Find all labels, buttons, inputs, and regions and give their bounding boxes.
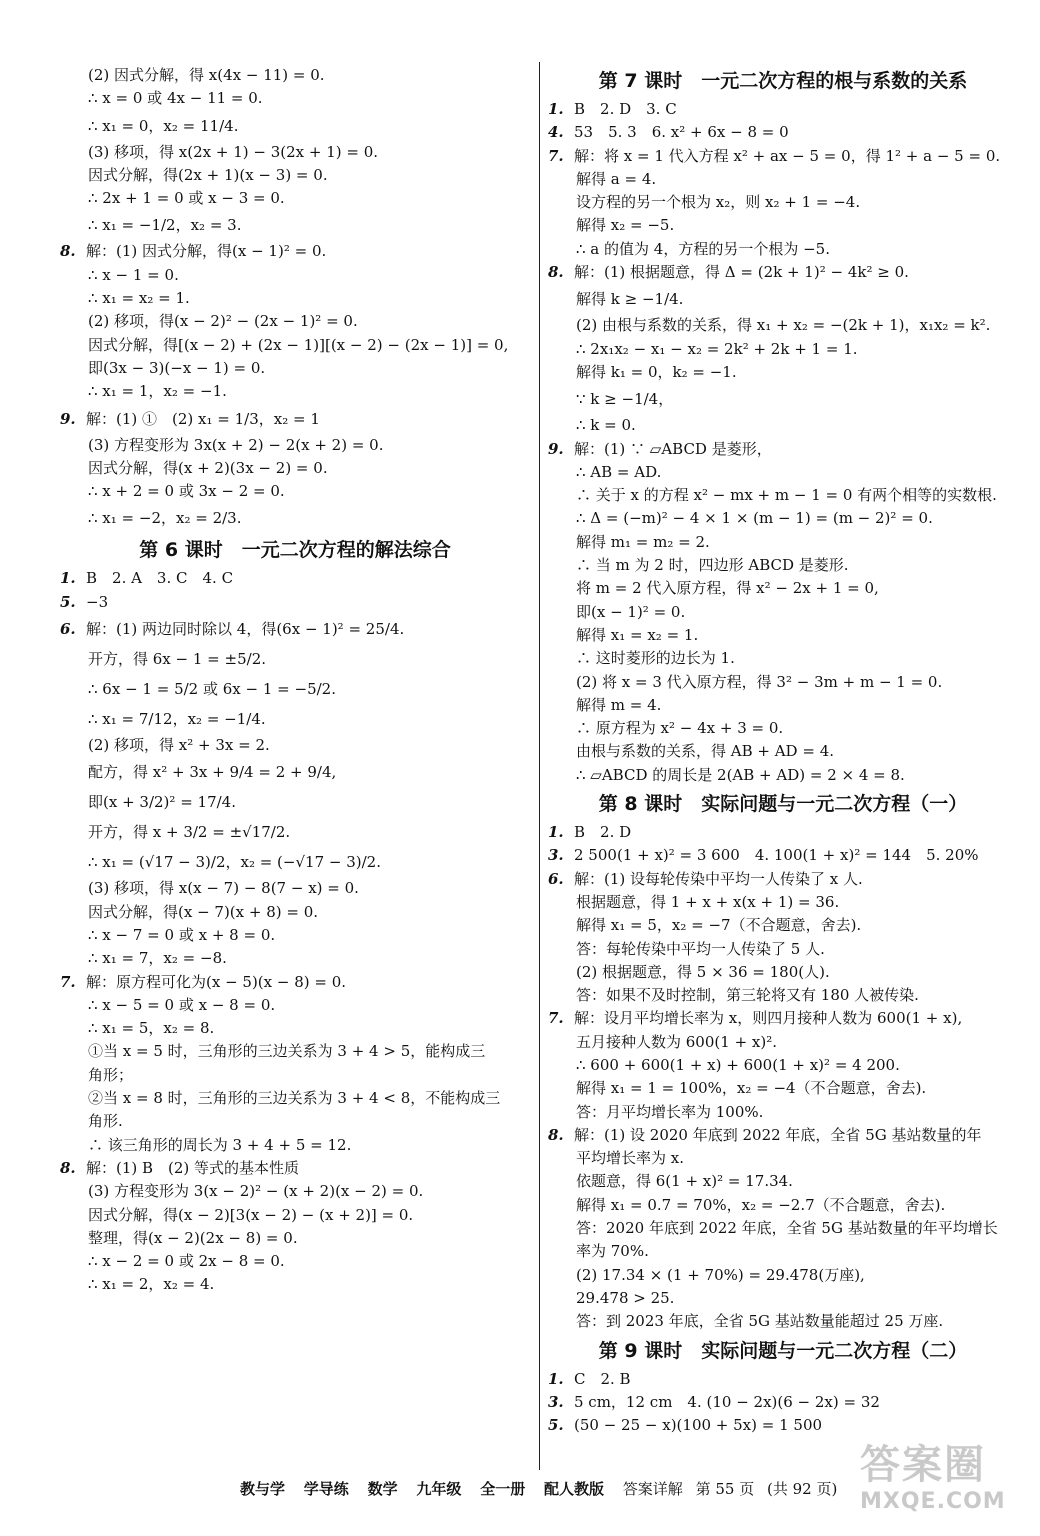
answer-text: (50 − 25 − x)(100 + 5x) = 1 500	[574, 1416, 823, 1435]
answer-text: 五月接种人数为 600(1 + x)².	[576, 1032, 777, 1051]
answer-text: ∴ x₁ = −1/2，x₂ = 3.	[88, 216, 242, 235]
footer-series: 学导练	[303, 1480, 349, 1498]
left-answer-line	[60, 310, 530, 333]
answer-text: ∴ 当 m 为 2 时，四边形 ABCD 是菱形.	[576, 556, 849, 575]
left-answer-line	[60, 817, 530, 847]
answer-text: ①当 x = 5 时，三角形的三边关系为 3 + 4 > 5，能构成三	[88, 1042, 486, 1061]
right-answer-line	[548, 1368, 1018, 1391]
section-heading: 第 6 课时 一元二次方程的解法综合	[139, 539, 451, 562]
answer-text: 配方，得 x² + 3x + 9/4 = 2 + 9/4,	[88, 763, 337, 782]
right-answer-line	[548, 914, 1018, 937]
left-answer-line	[60, 141, 530, 164]
answer-text: ∴ ▱ABCD 的周长是 2(AB + AD) = 2 × 4 = 8.	[576, 765, 905, 784]
left-answer-line	[60, 847, 530, 877]
right-answer-line	[548, 961, 1018, 984]
right-answer-line	[548, 601, 1018, 624]
answer-text: 解：将 x = 1 代入方程 x² + ax − 5 = 0，得 1² + a − 5 = 0.	[574, 146, 1001, 165]
answer-text: B 2. D 3. C	[574, 100, 677, 118]
answer-text: 5 cm，12 cm 4. (10 − 2x)(6 − 2x) = 32	[574, 1392, 880, 1411]
answer-text: ∴ x − 2 = 0 或 2x − 8 = 0.	[88, 1252, 285, 1271]
question-number: 6.	[548, 869, 564, 888]
question-number: 1.	[548, 1369, 564, 1388]
left-answer-line	[60, 734, 530, 757]
answer-text: 解：(1) 因式分解，得(x − 1)² = 0.	[86, 242, 327, 261]
answer-text: 解：(1) ∵ ▱ABCD 是菱形，	[574, 439, 772, 458]
answer-text: ∵ k ≥ −1/4，	[576, 390, 674, 409]
right-answer-line	[548, 868, 1018, 891]
right-answer-line	[548, 338, 1018, 361]
answer-text: 解：(1) 两边同时除以 4，得(6x − 1)² = 25/4.	[86, 620, 405, 639]
section-heading: 第 8 课时 实际问题与一元二次方程（一）	[598, 793, 968, 816]
answer-text: (2) 根据题意，得 5 × 36 = 180(人).	[576, 962, 830, 981]
right-answer-line	[548, 624, 1018, 647]
right-answer-line	[548, 1194, 1018, 1217]
answer-text: ∴ x − 7 = 0 或 x + 8 = 0.	[88, 925, 276, 944]
answer-text: ∴ 原方程为 x² − 4x + 3 = 0.	[576, 719, 784, 738]
answer-text: 解得 x₁ = x₂ = 1.	[576, 625, 699, 644]
answer-text: 开方，得 6x − 1 = ±5/2.	[88, 650, 267, 669]
footer-page-number: 第 55 页	[695, 1480, 755, 1498]
left-answer-line	[60, 64, 530, 87]
answer-text: ∴ k = 0.	[576, 416, 636, 435]
left-answer-line	[60, 1157, 530, 1180]
right-answer-line	[548, 844, 1018, 867]
footer-volume: 全一册	[480, 1480, 526, 1498]
right-answer-line	[548, 1391, 1018, 1414]
left-answer-line	[60, 994, 530, 1017]
answer-text: 整理，得(x − 2)(2x − 8) = 0.	[88, 1228, 298, 1247]
left-answer-line	[60, 1250, 530, 1273]
answer-text: (2) 17.34 × (1 + 70%) = 29.478(万座),	[576, 1265, 865, 1284]
right-answer-line	[548, 507, 1018, 530]
answer-text: ∴ x₁ = 1，x₂ = −1.	[88, 382, 227, 401]
right-answer-line	[548, 1170, 1018, 1193]
left-answer-line	[60, 164, 530, 187]
answer-text: 53 5. 3 6. x² + 6x − 8 = 0	[574, 123, 789, 142]
footer-edition: 配人教版	[543, 1480, 604, 1498]
answer-text: 因式分解，得(x + 2)(3x − 2) = 0.	[88, 458, 328, 477]
answer-text: ∴ a 的值为 4，方程的另一个根为 −5.	[576, 239, 830, 258]
right-answer-line	[548, 984, 1018, 1007]
right-answer-line	[548, 647, 1018, 670]
left-answer-line	[60, 567, 530, 590]
left-answer-line	[60, 787, 530, 817]
answer-text: 即(3x − 3)(−x − 1) = 0.	[88, 358, 266, 377]
answer-text: B 2. A 3. C 4. C	[86, 569, 234, 588]
left-answer-line	[60, 971, 530, 994]
right-answer-line	[548, 531, 1018, 554]
answer-text: 解：(1) ① (2) x₁ = 1/3，x₂ = 1	[86, 409, 320, 428]
answer-text: ∴ x₁ = −2，x₂ = 2/3.	[88, 509, 242, 528]
right-answer-line	[548, 1054, 1018, 1077]
answer-text: ∴ x₁ = 2，x₂ = 4.	[88, 1275, 215, 1294]
left-answer-line	[60, 757, 530, 787]
left-answer-line	[60, 480, 530, 503]
right-answer-line	[548, 1147, 1018, 1170]
answer-text: 29.478 > 25.	[576, 1288, 675, 1307]
answer-text: 解：原方程可化为(x − 5)(x − 8) = 0.	[86, 972, 347, 991]
right-answer-line	[548, 145, 1018, 168]
left-answer-line	[60, 1180, 530, 1203]
answer-text: 解得 x₂ = −5.	[576, 216, 675, 235]
left-answer-line	[60, 380, 530, 403]
right-answer-line	[548, 1264, 1018, 1287]
right-answer-line	[548, 361, 1018, 384]
right-answer-line	[548, 314, 1018, 337]
question-number: 9.	[548, 439, 564, 458]
right-answer-line	[548, 1310, 1018, 1333]
right-answer-line	[548, 764, 1018, 787]
answer-text: 因式分解，得[(x − 2) + (2x − 1)][(x − 2) − (2x − 1)] = 0,	[88, 335, 509, 354]
right-answer-line	[548, 938, 1018, 961]
answer-text: ∴ Δ = (−m)² − 4 × 1 × (m − 1) = (m − 2)² = 0.	[576, 509, 933, 528]
left-answer-line	[60, 111, 530, 141]
question-number: 8.	[548, 1125, 564, 1144]
left-answer-line	[60, 674, 530, 704]
question-number: 7.	[60, 972, 76, 991]
answer-text: 角形；	[88, 1065, 134, 1084]
left-answer-line	[60, 947, 530, 970]
answer-text: 答：2020 年底到 2022 年底，全省 5G 基站数量的年平均增长	[576, 1219, 998, 1238]
right-answer-line	[548, 1101, 1018, 1124]
answer-text: ∴ x₁ = 7/12，x₂ = −1/4.	[88, 710, 266, 729]
watermark-logo	[860, 1440, 1010, 1530]
answer-text: ∴ x − 1 = 0.	[88, 265, 179, 284]
answer-text: ∴ x₁ = 7，x₂ = −8.	[88, 949, 227, 968]
answer-text: 依题意，得 6(1 + x)² = 17.34.	[576, 1172, 793, 1191]
right-answer-line	[548, 1031, 1018, 1054]
left-answer-line	[60, 1204, 530, 1227]
right-answer-line	[548, 484, 1018, 507]
answer-text: 解：(1) 设 2020 年底到 2022 年底，全省 5G 基站数量的年	[574, 1125, 982, 1144]
right-answer-line	[548, 168, 1018, 191]
answer-text: 解：(1) B (2) 等式的基本性质	[86, 1158, 300, 1177]
answer-text: (3) 方程变形为 3(x − 2)² − (x + 2)(x − 2) = 0.	[88, 1182, 424, 1201]
left-answer-line	[60, 87, 530, 110]
answer-text: ∴ 关于 x 的方程 x² − mx + m − 1 = 0 有两个相等的实数根.	[576, 486, 997, 505]
answer-text: 解得 a = 4.	[576, 169, 657, 188]
question-number: 1.	[60, 569, 76, 588]
left-answer-line	[60, 1227, 530, 1250]
left-answer-line	[60, 644, 530, 674]
left-answer-line	[60, 1087, 530, 1110]
left-answer-line	[60, 901, 530, 924]
answer-text: (2) 因式分解，得 x(4x − 11) = 0.	[88, 66, 325, 84]
answer-text: 解：(1) 根据题意，得 Δ = (2k + 1)² − 4k² ≥ 0.	[574, 263, 909, 282]
answer-text: ∴ x + 2 = 0 或 3x − 2 = 0.	[88, 482, 285, 501]
left-answer-line	[60, 210, 530, 240]
answer-text: 解得 x₁ = 1 = 100%，x₂ = −4（不合题意，舍去).	[576, 1079, 927, 1098]
left-answer-line	[60, 704, 530, 734]
footer-grade: 九年级	[416, 1480, 462, 1498]
answer-text: 解得 m₁ = m₂ = 2.	[576, 532, 710, 551]
left-answer-line	[60, 287, 530, 310]
answer-text: 因式分解，得(x − 7)(x + 8) = 0.	[88, 902, 319, 921]
question-number: 3.	[548, 1392, 564, 1411]
right-answer-line	[548, 577, 1018, 600]
right-answer-line	[548, 98, 1018, 121]
left-answer-line	[60, 434, 530, 457]
right-answer-line	[548, 717, 1018, 740]
footer-page-total: (共 92 页)	[766, 1480, 838, 1498]
answer-text: (2) 由根与系数的关系，得 x₁ + x₂ = −(2k + 1)，x₁x₂ = k².	[576, 316, 991, 335]
answer-text: 率为 70%.	[576, 1242, 649, 1261]
right-answer-line	[548, 1287, 1018, 1310]
footer-subject: 数学	[367, 1480, 398, 1498]
answer-text: ∴ 该三角形的周长为 3 + 4 + 5 = 12.	[88, 1135, 352, 1154]
left-answer-line	[60, 334, 530, 357]
answer-text: 设方程的另一个根为 x₂，则 x₂ + 1 = −4.	[576, 193, 861, 212]
right-answer-line	[548, 1414, 1018, 1437]
question-number: 1.	[548, 823, 564, 842]
answer-text: C 2. B	[574, 1369, 631, 1388]
right-answer-line	[548, 191, 1018, 214]
answer-text: ∴ x₁ = (√17 − 3)/2，x₂ = (−√17 − 3)/2.	[88, 853, 381, 872]
answer-text: ∴ x₁ = x₂ = 1.	[88, 289, 190, 308]
right-answer-line	[548, 261, 1018, 284]
answer-text: ②当 x = 8 时，三角形的三边关系为 3 + 4 < 8，不能构成三	[88, 1089, 501, 1108]
right-answer-line	[548, 554, 1018, 577]
answer-text: ∴ 这时菱形的边长为 1.	[576, 649, 735, 668]
answer-text: 答：每轮传染中平均一人传染了 5 人.	[576, 939, 825, 958]
answer-text: ∴ 2x₁x₂ − x₁ − x₂ = 2k² + 2k + 1 = 1.	[576, 339, 858, 358]
section-heading: 第 9 课时 实际问题与一元二次方程（二）	[598, 1339, 968, 1362]
question-number: 7.	[548, 146, 564, 165]
answer-text: ∴ AB = AD.	[576, 462, 662, 481]
right-answer-line	[548, 238, 1018, 261]
question-number: 5.	[60, 592, 76, 611]
left-answer-line	[60, 1134, 530, 1157]
question-number: 5.	[548, 1416, 564, 1435]
right-answer-line	[548, 891, 1018, 914]
watermark-cn: 答案圈	[860, 1442, 986, 1488]
left-answer-line	[60, 1110, 530, 1133]
answer-text: 解得 x₁ = 5，x₂ = −7（不合题意，舍去).	[576, 916, 862, 935]
right-answer-line	[548, 1007, 1018, 1030]
answer-text: (3) 移项，得 x(x − 7) − 8(7 − x) = 0.	[88, 879, 359, 898]
answer-text: 开方，得 x + 3/2 = ±√17/2.	[88, 823, 291, 842]
answer-text: 答：如果不及时控制，第三轮将又有 180 人被传染.	[576, 986, 919, 1005]
answer-text: ∴ 6x − 1 = 5/2 或 6x − 1 = −5/2.	[88, 680, 336, 699]
left-answer-line	[60, 877, 530, 900]
footer-section: 答案详解	[622, 1480, 683, 1498]
answer-text: 2 500(1 + x)² = 3 600 4. 100(1 + x)² = 144 5. 20%	[574, 846, 979, 865]
answer-text: 平均增长率为 x.	[576, 1149, 684, 1168]
footer-book-title: 教与学	[240, 1480, 286, 1498]
answer-text: 解：(1) 设每轮传染中平均一人传染了 x 人.	[574, 869, 863, 888]
left-answer-line	[60, 264, 530, 287]
answer-text: 即(x + 3/2)² = 17/4.	[88, 793, 236, 812]
answer-text: 由根与系数的关系，得 AB + AD = 4.	[576, 742, 835, 761]
answer-text: (3) 移项，得 x(2x + 1) − 3(2x + 1) = 0.	[88, 142, 379, 161]
answer-text: ∴ x₁ = 0，x₂ = 11/4.	[88, 116, 239, 135]
right-answer-line	[548, 284, 1018, 314]
left-answer-line	[60, 357, 530, 380]
right-answer-line	[548, 1124, 1018, 1147]
question-number: 1.	[548, 100, 564, 118]
answer-text: 解得 k₁ = 0，k₂ = −1.	[576, 362, 737, 381]
left-answer-line	[60, 614, 530, 644]
right-answer-line	[548, 438, 1018, 461]
right-answer-line	[548, 414, 1018, 437]
answer-text: 将 m = 2 代入原方程，得 x² − 2x + 1 = 0,	[576, 579, 879, 598]
left-answer-line	[60, 404, 530, 434]
answer-text: 即(x − 1)² = 0.	[576, 602, 686, 621]
answer-text: ∴ x₁ = 5，x₂ = 8.	[88, 1019, 215, 1038]
question-number: 8.	[548, 263, 564, 282]
answer-text: 根据题意，得 1 + x + x(x + 1) = 36.	[576, 892, 840, 911]
answer-text: B 2. D	[574, 823, 632, 842]
watermark-en: MXQE.COM	[860, 1489, 1006, 1514]
right-answer-line	[548, 1077, 1018, 1100]
answer-text: (3) 方程变形为 3x(x + 2) − 2(x + 2) = 0.	[88, 435, 384, 454]
answer-text: 角形.	[88, 1112, 123, 1131]
left-answer-line	[60, 924, 530, 947]
left-answer-line	[60, 591, 530, 614]
right-answer-line	[548, 384, 1018, 414]
answer-text: ∴ x − 5 = 0 或 x − 8 = 0.	[88, 995, 276, 1014]
answer-text: 解得 m = 4.	[576, 695, 662, 714]
right-answer-line	[548, 214, 1018, 237]
answer-text: 因式分解，得(x − 2)[3(x − 2) − (x + 2)] = 0.	[88, 1205, 414, 1224]
left-answer-line	[60, 1273, 530, 1296]
question-number: 3.	[548, 846, 564, 865]
question-number: 8.	[60, 242, 76, 261]
right-answer-line	[548, 1217, 1018, 1240]
answer-text: ∴ 2x + 1 = 0 或 x − 3 = 0.	[88, 189, 285, 208]
answer-text: 答：到 2023 年底，全省 5G 基站数量能超过 25 万座.	[576, 1312, 944, 1331]
right-answer-line	[548, 821, 1018, 844]
answer-text: ∴ x = 0 或 4x − 11 = 0.	[88, 89, 263, 108]
right-answer-line	[548, 1240, 1018, 1263]
left-answer-line	[60, 187, 530, 210]
right-answer-line	[548, 671, 1018, 694]
answer-text: 因式分解，得(2x + 1)(x − 3) = 0.	[88, 165, 328, 184]
answer-text: (2) 将 x = 3 代入原方程，得 3² − 3m + m − 1 = 0.	[576, 672, 943, 691]
question-number: 6.	[60, 620, 76, 639]
question-number: 9.	[60, 409, 76, 428]
answer-text: (2) 移项，得(x − 2)² − (2x − 1)² = 0.	[88, 312, 358, 331]
answer-text: ∴ 600 + 600(1 + x) + 600(1 + x)² = 4 200.	[576, 1055, 900, 1074]
question-number: 8.	[60, 1158, 76, 1177]
left-answer-line	[60, 240, 530, 263]
left-answer-line	[60, 1040, 530, 1063]
right-answer-line	[548, 740, 1018, 763]
page-footer	[240, 1478, 845, 1499]
answer-text: 解得 x₁ = 0.7 = 70%，x₂ = −2.7（不合题意，舍去).	[576, 1195, 946, 1214]
answer-text: 解得 k ≥ −1/4.	[576, 290, 684, 309]
question-number: 4.	[548, 123, 564, 142]
left-answer-line	[60, 503, 530, 533]
left-answer-line	[60, 457, 530, 480]
section-heading: 第 7 课时 一元二次方程的根与系数的关系	[598, 70, 968, 92]
right-column	[548, 64, 1018, 1437]
left-column	[60, 64, 530, 1297]
answer-text: 解：设月平均增长率为 x，则四月接种人数为 600(1 + x),	[574, 1009, 963, 1028]
answer-text: −3	[86, 592, 109, 611]
left-answer-line	[60, 1017, 530, 1040]
question-number: 7.	[548, 1009, 564, 1028]
answer-text: 答：月平均增长率为 100%.	[576, 1102, 764, 1121]
column-divider	[539, 62, 540, 1470]
right-answer-line	[548, 694, 1018, 717]
answer-text: (2) 移项，得 x² + 3x = 2.	[88, 736, 270, 755]
left-answer-line	[60, 1064, 530, 1087]
right-answer-line	[548, 121, 1018, 144]
right-answer-line	[548, 461, 1018, 484]
